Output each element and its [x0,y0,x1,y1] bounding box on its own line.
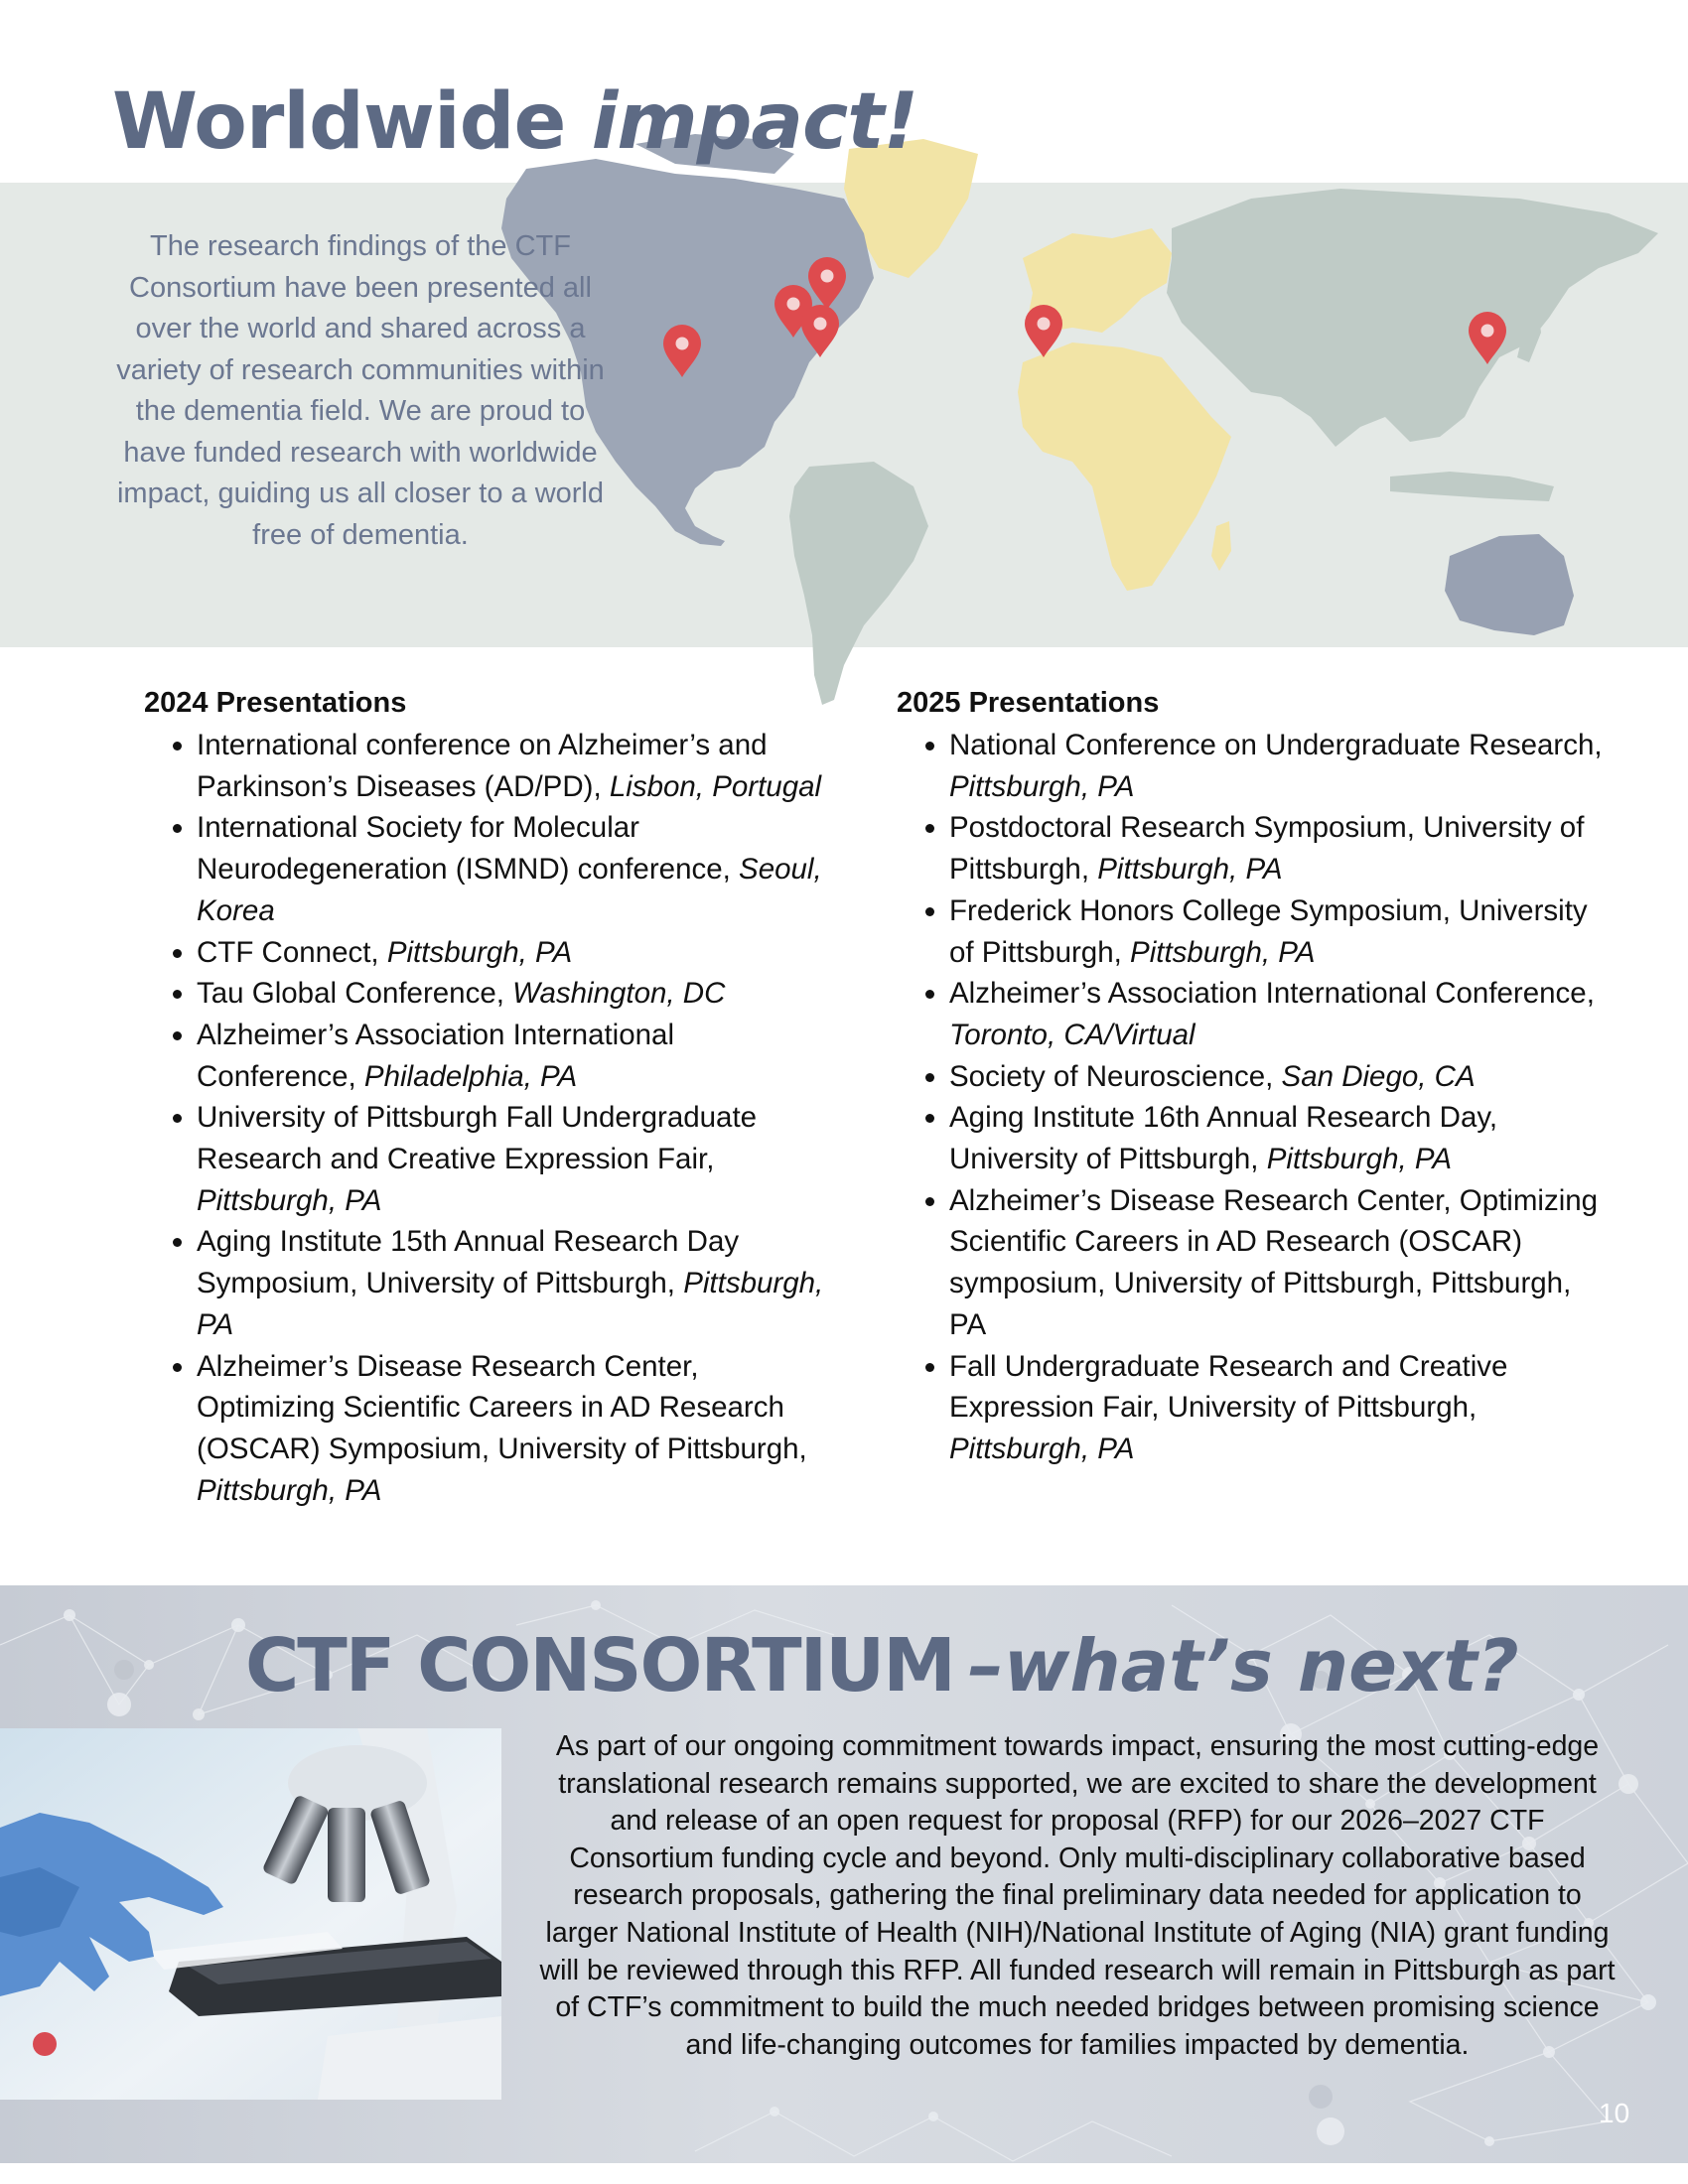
item-location: Toronto, CA/Virtual [949,1018,1196,1051]
item-location: Pittsburgh, PA [949,769,1135,803]
item-location: Pittsburgh, PA [197,1183,382,1217]
presentations-2024-list [144,725,839,1511]
list-item [197,807,839,931]
presentations-2025-list [897,725,1612,1470]
item-text: Frederick Honors College Symposium, University of Pittsburgh, [949,893,1588,969]
item-text: International conference on Alzheimer’s and Parkinson’s Diseases (AD/PD), [197,729,768,803]
item-text: Alzheimer’s Association International Conference, [197,1018,675,1093]
presentations-2025-heading: 2025 Presentations [897,687,1160,719]
item-location: Pittsburgh, PA [1130,935,1316,969]
whats-next-body: As part of our ongoing commitment towards impact, ensuring the most cutting-edge translational research remains supported, we are excited to share the development and release of an open request for proposal (RFP) for our 2026–2027 CTF Consortium funding cycle and beyond. Only multi-disciplinary collaborative based research proposals, gathering the final preliminary data needed for application to larger National Institute of Health (NIH)/National Institute of Aging (NIA) grant funding will be reviewed through this RFP. All funded research will remain in Pittsburgh as part of CTF’s commitment to build the much needed bridges between promising science and life-changing outcomes for families impacted by dementia. [539,1730,1616,2061]
microscope-photo [0,1728,501,2100]
list-item [949,1346,1612,1470]
page-title [112,77,917,167]
item-text: Alzheimer’s Association International Conference, [949,977,1595,1011]
presentations-2024 [144,683,839,1511]
list-item [197,973,839,1015]
list-item [949,725,1612,807]
item-location: Philadelphia, PA [363,1059,578,1093]
list-item [197,932,839,974]
item-text: Aging Institute 15th Annual Research Day Symposium, University of Pittsburgh, [197,1225,740,1300]
whats-next-title [245,1623,1519,1708]
presentations-2025 [897,683,1612,1470]
page-number: 10 [1599,2098,1630,2128]
item-location: San Diego, CA [1281,1059,1476,1093]
whats-next-title-italic: –what’s next? [967,1624,1519,1707]
item-location: Pittsburgh, PA [1097,853,1283,887]
list-item [197,725,839,807]
item-text: Fall Undergraduate Research and Creative Expression Fair, University of Pittsburgh, [949,1349,1508,1425]
title-bold: Worldwide [112,77,566,167]
list-item [949,890,1612,973]
list-item [949,1056,1612,1098]
list-item [197,1015,839,1097]
list-item [197,1221,839,1345]
list-item [197,1097,839,1221]
item-text: Society of Neuroscience, [949,1059,1274,1093]
item-text: Tau Global Conference, [197,977,504,1011]
list-item [197,1346,839,1512]
item-location: Pittsburgh, PA [386,935,573,969]
madagascar-shape [1211,521,1231,571]
presentations-2024-heading: 2024 Presentations [144,687,407,719]
item-text: University of Pittsburgh Fall Undergraduate Research and Creative Expression Fair, [197,1101,758,1176]
item-text: Alzheimer’s Disease Research Center, Optimizing Scientific Careers in AD Research (OSCAR) Symposium, University of Pittsburgh, [197,1349,807,1465]
south-america-shape [789,462,928,705]
item-text: CTF Connect, [197,935,379,969]
item-location: Pittsburgh, PA [197,1267,824,1341]
item-location: Washington, DC [512,977,726,1011]
indonesia-shape [1390,472,1554,501]
whats-next-title-bold: CTF CONSORTIUM [245,1623,954,1708]
australia-shape [1445,534,1574,635]
item-location: Pittsburgh, PA [949,1432,1135,1465]
list-item [949,973,1612,1055]
item-location: Pittsburgh, PA [1266,1143,1453,1176]
list-item [949,1097,1612,1179]
intro-paragraph: The research findings of the CTF Consortium have been presented all over the world and shared across a variety of research communities within the dementia field. We are proud to have funded research with worldwide impact, guiding us all closer to a world free of dementia. [116,230,605,551]
africa-shape [1018,342,1231,591]
list-item [949,807,1612,889]
item-text: Aging Institute 16th Annual Research Day, University of Pittsburgh, [949,1101,1498,1176]
item-text: International Society for Molecular Neurodegeneration (ISMND) conference, [197,811,731,887]
item-location: Pittsburgh, PA [197,1473,382,1507]
list-item [949,1180,1612,1346]
item-text: National Conference on Undergraduate Research, [949,729,1603,761]
whats-next-section [0,1585,1688,2163]
item-text: Postdoctoral Research Symposium, University of Pittsburgh, [949,811,1585,887]
item-location: Lisbon, Portugal [609,769,822,803]
item-text: Alzheimer’s Disease Research Center, Optimizing Scientific Careers in AD Research (OSCAR) symposium, University of Pittsburgh, Pittsburgh, PA [949,1183,1599,1341]
item-location: Seoul, Korea [197,853,822,927]
title-italic: impact! [591,77,918,167]
asia-shape [1167,189,1658,447]
